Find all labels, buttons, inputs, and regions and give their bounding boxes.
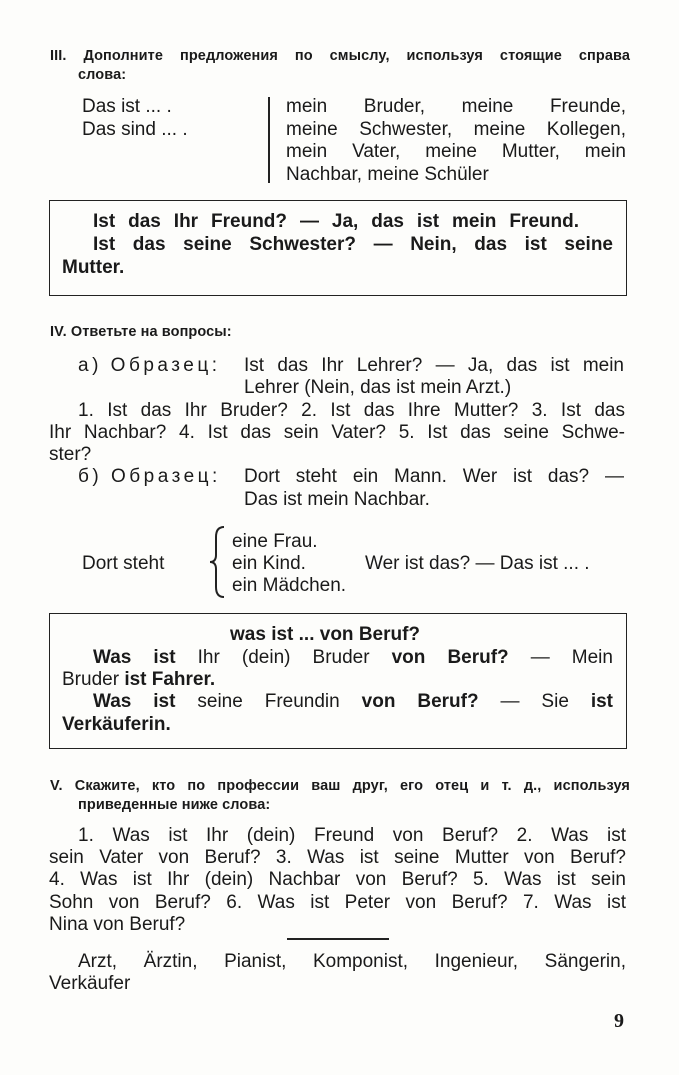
ex3-box-line1: Ist das Ihr Freund? — Ja, das ist mein Freund. xyxy=(93,211,579,232)
ex3-right-3: mein Vater, meine Mutter, mein xyxy=(286,141,626,162)
page-number: 9 xyxy=(614,1010,624,1032)
exercise-5-heading-line1: V. Скажите, кто по профессии ваш друг, его отец и т. д., используя xyxy=(50,778,630,794)
ex3-right-2: meine Schwester, meine Kollegen, xyxy=(286,119,626,140)
separator-rule xyxy=(287,938,389,940)
ex4-a-line2: Lehrer (Nein, das ist mein Arzt.) xyxy=(244,377,512,398)
ex4-b-label: б) Образец: xyxy=(78,466,221,487)
ex5-words-line2: Verkäufer xyxy=(49,973,131,994)
box2-title: was ist ... von Beruf? xyxy=(230,624,421,645)
ex4-option-2: ein Kind. xyxy=(232,553,306,574)
ex4-questions-line2: Ihr Nachbar? 4. Ist das sein Vater? 5. Ist das seine Schwe- xyxy=(49,422,625,443)
ex5-words-line1: Arzt, Ärztin, Pianist, Komponist, Ingenieur, Sängerin, xyxy=(78,951,626,972)
ex4-questions-line1: 1. Ist das Ihr Bruder? 2. Ist das Ihre Mutter? 3. Ist das xyxy=(78,400,625,421)
exercise-5-heading-line2: приведенные ниже слова: xyxy=(78,797,271,813)
ex3-box-line2: Ist das seine Schwester? — Nein, das ist seine xyxy=(93,234,613,255)
curly-brace-icon xyxy=(208,525,228,599)
box2-line4: Verkäuferin. xyxy=(62,714,171,735)
box2-line3: Was ist seine Freundin von Beruf? — Sie ist xyxy=(93,691,613,712)
ex3-right-1: mein Bruder, meine Freunde, xyxy=(286,96,626,117)
ex5-line3: 4. Was ist Ihr (dein) Nachbar von Beruf? 5. Was ist sein xyxy=(49,869,626,890)
ex3-divider xyxy=(268,97,270,183)
ex3-right-4: Nachbar, meine Schüler xyxy=(286,164,489,185)
ex4-option-3: ein Mädchen. xyxy=(232,575,347,596)
ex4-wer-ist-das: Wer ist das? — Das ist ... . xyxy=(365,553,590,574)
ex4-option-1: eine Frau. xyxy=(232,531,318,552)
ex4-a-line1: Ist das Ihr Lehrer? — Ja, das ist mein xyxy=(244,355,624,376)
box2-line2: Bruder ist Fahrer. xyxy=(62,669,216,690)
ex5-line1: 1. Was ist Ihr (dein) Freund von Beruf? 2. Was ist xyxy=(78,825,626,846)
ex4-b-line1: Dort steht ein Mann. Wer ist das? — xyxy=(244,466,624,487)
exercise-4-heading: IV. Ответьте на вопросы: xyxy=(50,324,232,340)
ex3-left-2: Das sind ... . xyxy=(82,119,188,140)
ex3-left-1: Das ist ... . xyxy=(82,96,172,117)
ex5-line4: Sohn von Beruf? 6. Was ist Peter von Beruf? 7. Was ist xyxy=(49,892,626,913)
ex4-dort-steht: Dort steht xyxy=(82,553,165,574)
ex4-b-line2: Das ist mein Nachbar. xyxy=(244,489,430,510)
ex3-box-line3: Mutter. xyxy=(62,257,125,278)
box2-line1: Was ist Ihr (dein) Bruder von Beruf? — Mein xyxy=(93,647,613,668)
ex4-questions-line3: ster? xyxy=(49,444,92,465)
ex5-line5: Nina von Beruf? xyxy=(49,914,186,935)
ex5-line2: sein Vater von Beruf? 3. Was ist seine Mutter von Beruf? xyxy=(49,847,626,868)
exercise-3-heading-line2: слова: xyxy=(78,67,127,83)
exercise-3-heading-line1: III. Дополните предложения по смыслу, используя стоящие справа xyxy=(50,48,630,64)
ex4-a-label: а) Образец: xyxy=(78,355,221,376)
